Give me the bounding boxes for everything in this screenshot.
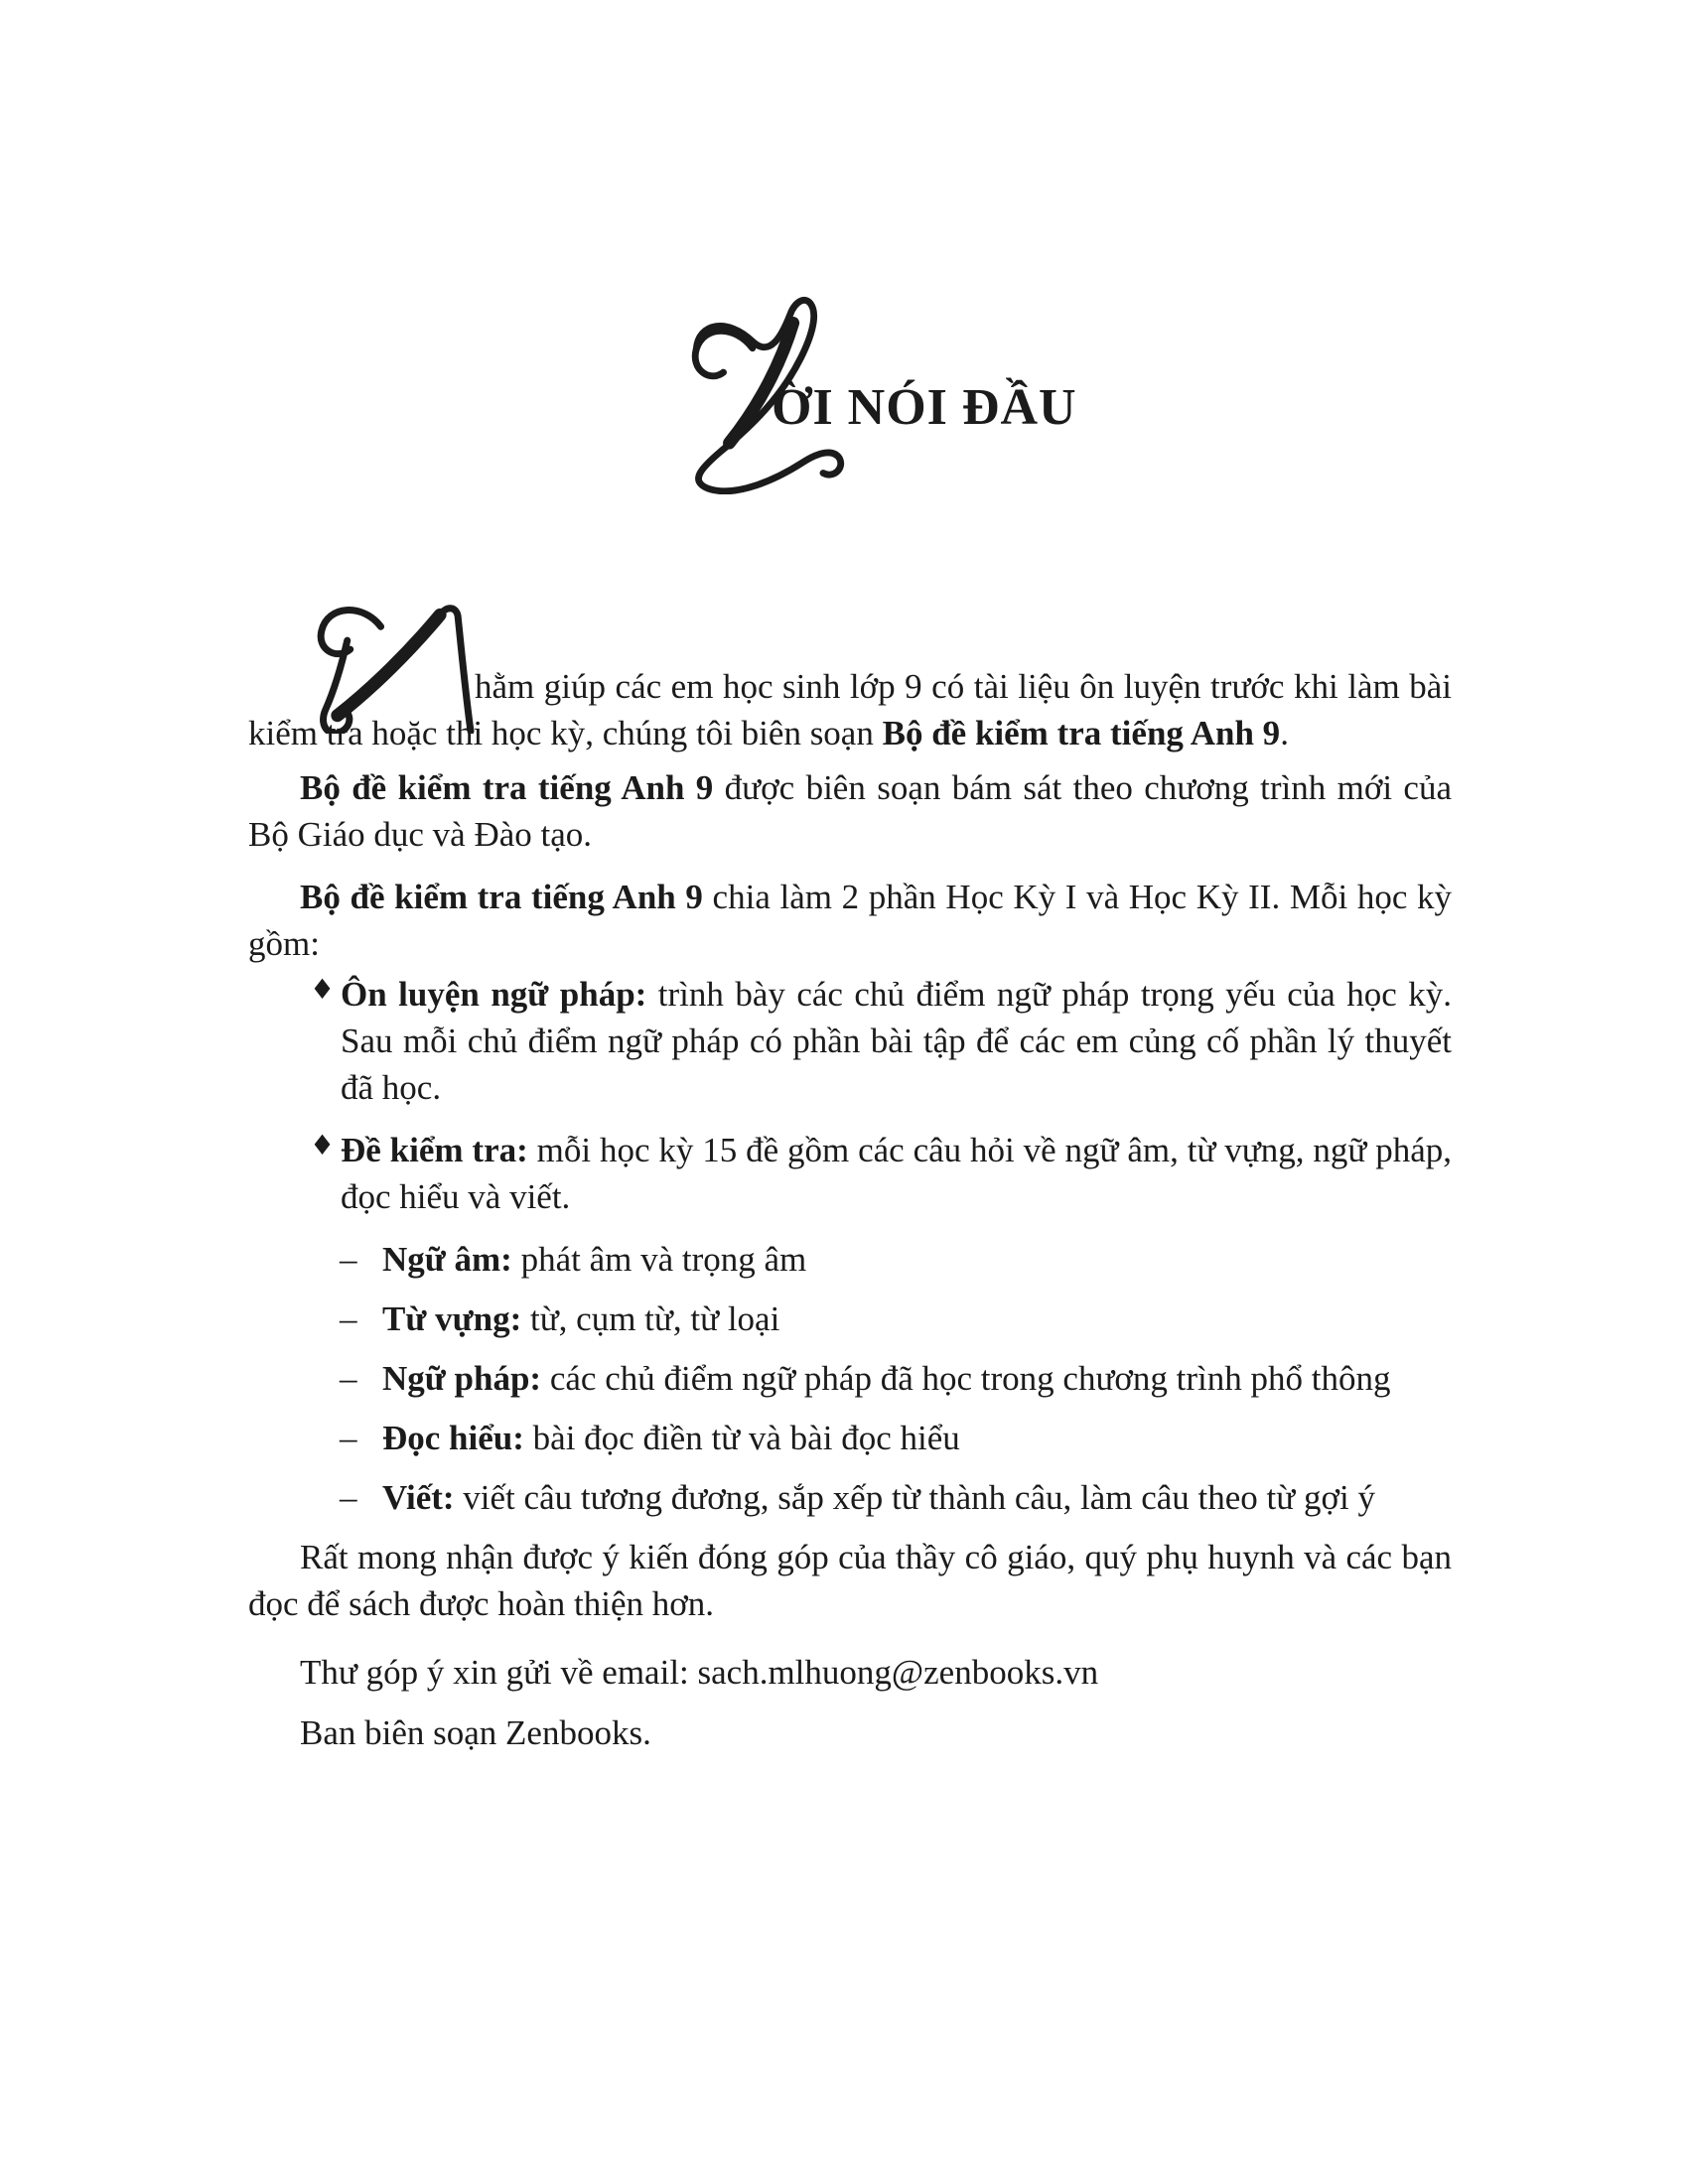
intro-text: hằm giúp các em học sinh lớp 9 có tài liệu ôn luyện trước khi làm bài kiểm tra hoặc thi học kỳ, chúng tôi biên soạn Bộ đề kiểm tra tiếng Anh 9. (248, 667, 1452, 752)
script-dropcap-n-icon (302, 605, 475, 734)
bullet-text: Ôn luyện ngữ pháp: trình bày các chủ điểm ngữ pháp trọng yếu của học kỳ. Sau mỗi chủ điểm ngữ pháp có phần bài tập để các em củng cố phần lý thuyết đã học. (341, 975, 1452, 1107)
dash-bullet-icon: – (340, 1299, 357, 1338)
dash-list-item (248, 1355, 1452, 1402)
closing-paragraph: Rất mong nhận được ý kiến đóng góp của thầy cô giáo, quý phụ huynh và các bạn đọc để sách được hoàn thiện hơn. (248, 1538, 1452, 1623)
paragraph: Bộ đề kiểm tra tiếng Anh 9 chia làm 2 phần Học Kỳ I và Học Kỳ II. Mỗi học kỳ gồm: (248, 878, 1452, 963)
dash-list-item (248, 1474, 1452, 1521)
dash-list-item (248, 1415, 1452, 1461)
intro-paragraph (248, 663, 1452, 756)
dash-bullet-icon: – (340, 1240, 357, 1279)
diamond-bullet-icon: ♦ (310, 1129, 336, 1161)
dash-list-item (248, 1236, 1452, 1283)
dash-item-text: Ngữ âm: phát âm và trọng âm (382, 1240, 807, 1279)
diamond-bullet-icon: ♦ (310, 973, 336, 1006)
dash-list-item (248, 1296, 1452, 1342)
dash-item-text: Ngữ pháp: các chủ điểm ngữ pháp đã học trong chương trình phổ thông (382, 1359, 1391, 1398)
dash-item-text: Viết: viết câu tương đương, sắp xếp từ thành câu, làm câu theo từ gợi ý (382, 1478, 1375, 1517)
paragraph: Bộ đề kiểm tra tiếng Anh 9 được biên soạn bám sát theo chương trình mới của Bộ Giáo dục và Đào tạo. (248, 768, 1452, 854)
contact-email-line: Thư góp ý xin gửi về email: sach.mlhuong@zenbooks.vn (300, 1653, 1099, 1692)
dash-bullet-icon: – (340, 1359, 357, 1398)
dash-item-text: Từ vựng: từ, cụm từ, từ loại (382, 1299, 780, 1338)
dash-bullet-icon: – (340, 1419, 357, 1457)
dash-bullet-icon: – (340, 1478, 357, 1517)
editorial-team-line: Ban biên soạn Zenbooks. (300, 1713, 651, 1752)
page-title: ỜI NÓI ĐẦU (772, 379, 1077, 436)
bullet-item (248, 1127, 1452, 1220)
dash-item-text: Đọc hiểu: bài đọc điền từ và bài đọc hiểu (382, 1419, 960, 1457)
bullet-text: Đề kiểm tra: mỗi học kỳ 15 đề gồm các câu hỏi về ngữ âm, từ vựng, ngữ pháp, đọc hiểu và viết. (341, 1131, 1452, 1216)
preface-body (248, 645, 1452, 1756)
bullet-item (248, 971, 1452, 1111)
